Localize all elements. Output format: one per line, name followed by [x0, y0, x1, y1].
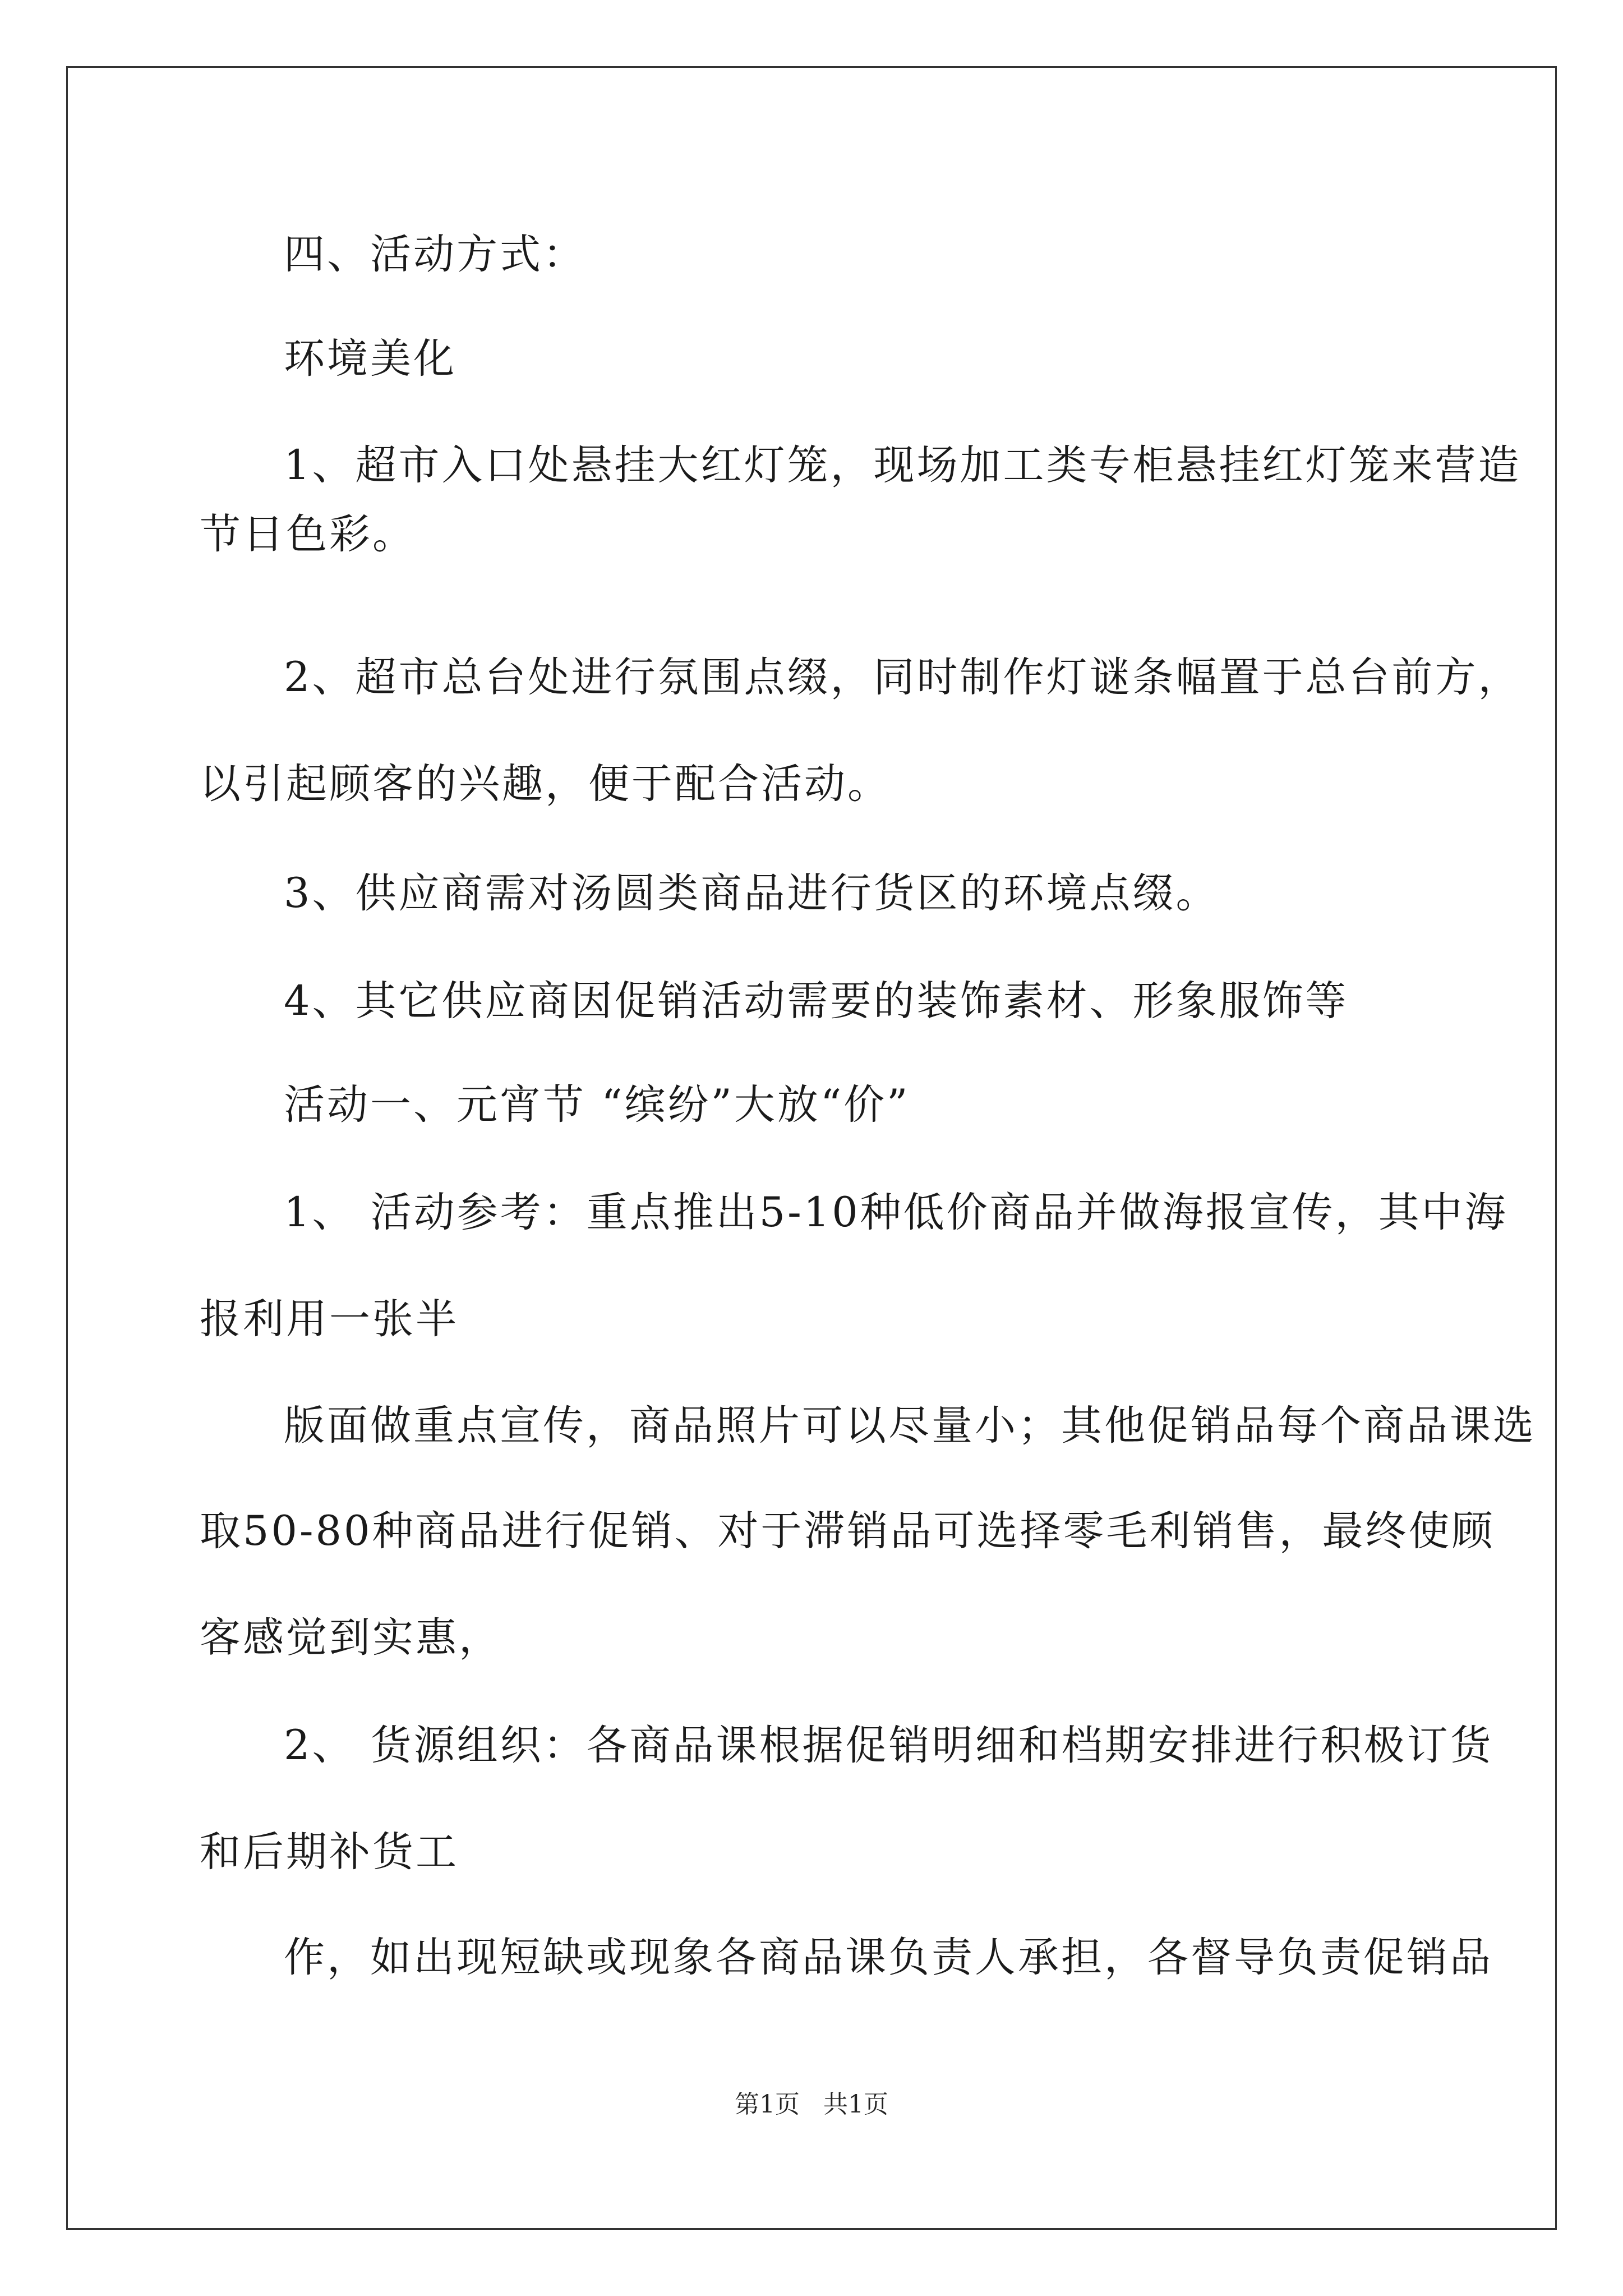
- paragraph-line: 版面做重点宣传，商品照片可以尽量小；其他促销品每个商品课选: [284, 1402, 1536, 1450]
- section-heading: 四、活动方式：: [284, 231, 586, 278]
- paragraph-line: 4、其它供应商因促销活动需要的装饰素材、形象服饰等: [284, 977, 1349, 1025]
- paragraph-line: 1、超市入口处悬挂大红灯笼，现场加工类专柜悬挂红灯笼来营造: [284, 441, 1521, 489]
- paragraph-line: 以引起顾客的兴趣，便于配合活动。: [200, 760, 891, 808]
- paragraph-line: 和后期补货工: [200, 1828, 459, 1876]
- page-border: [66, 66, 1557, 2230]
- paragraph-line: 3、供应商需对汤圆类商品进行货区的环境点缀。: [284, 869, 1219, 917]
- activity-heading: 活动一、元宵节 “缤纷”大放“价”: [284, 1081, 910, 1129]
- subheading: 环境美化: [284, 335, 457, 383]
- paragraph-line: 2、超市总台处进行氛围点缀，同时制作灯谜条幅置于总台前方，: [284, 654, 1521, 701]
- paragraph-line: 取50-80种商品进行促销、对于滞销品可选择零毛利销售，最终使顾: [200, 1507, 1495, 1555]
- paragraph-line: 2、 货源组织：各商品课根据促销明细和档期安排进行积极订货: [284, 1722, 1493, 1769]
- paragraph-line: 作，如出现短缺或现象各商品课负责人承担，各督导负责促销品: [284, 1934, 1493, 1981]
- paragraph-line: 客感觉到实惠，: [200, 1614, 502, 1662]
- paragraph-line: 节日色彩。: [200, 510, 416, 558]
- page-footer: 第1页 共1页: [735, 2090, 888, 2119]
- paragraph-line: 报利用一张半: [200, 1295, 459, 1343]
- paragraph-line: 1、 活动参考：重点推出5-10种低价商品并做海报宣传，其中海: [284, 1189, 1508, 1236]
